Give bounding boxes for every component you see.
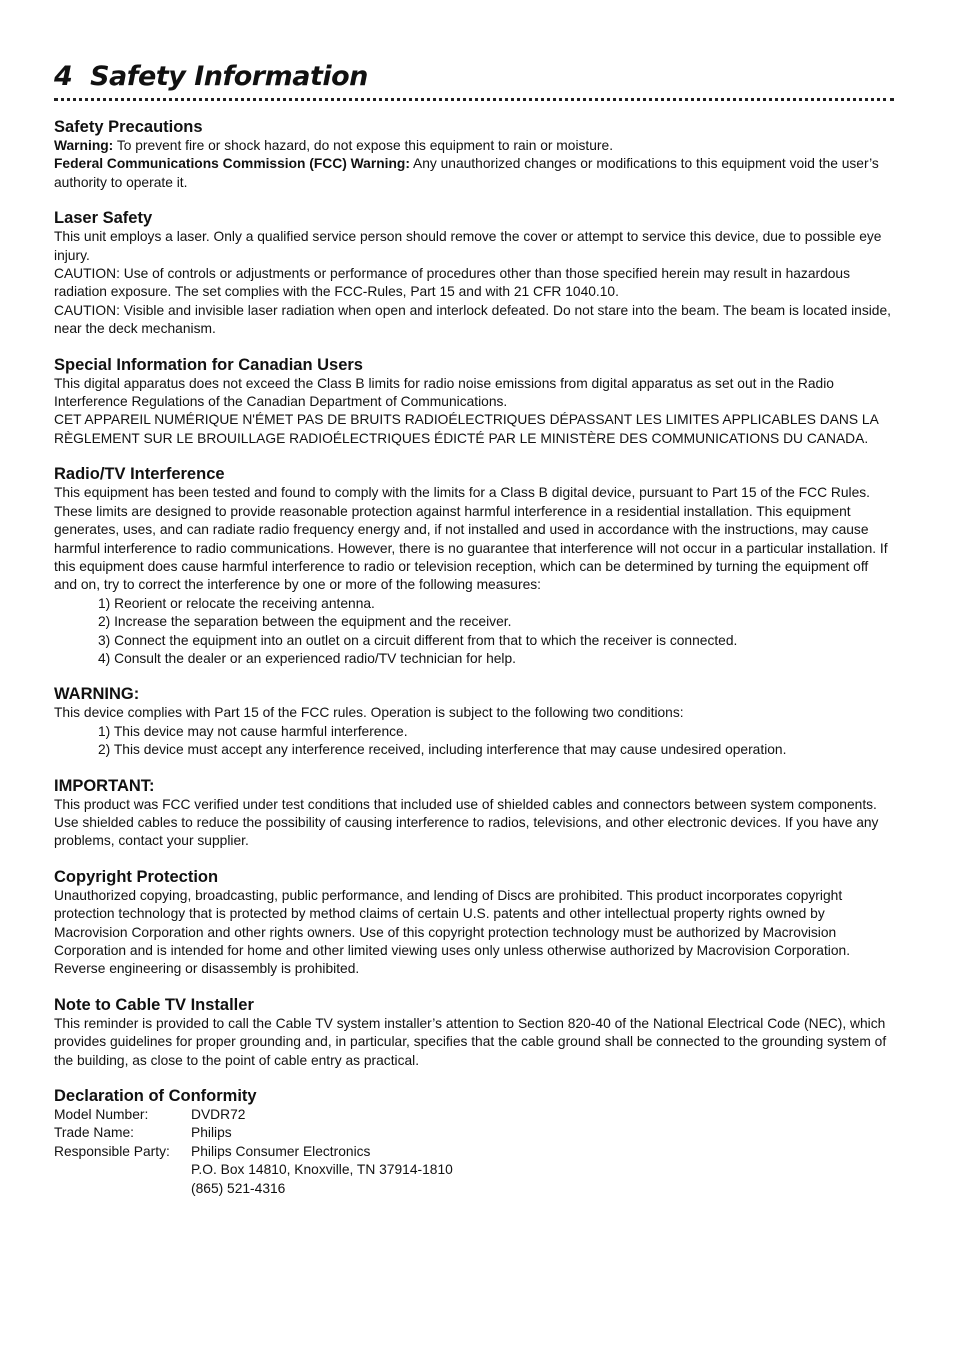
section-laser-safety (54, 208, 894, 338)
paragraph: This equipment has been tested and found to comply with the limits for a Class B digital device, pursuant to Part 15 of the FCC Rules. These limits are designed to provide reasonable protection against harmful interference in a residential installation. This equipment generates, uses, and can radiate radio frequency energy and, if not installed and used in accordance with the instructions, may cause harmful interference to radio communications. However, there is no guarantee that interference will not occur in a particular installation. If this equipment does cause harmful interference to radio or television reception, which can be determined by turning the equipment off and on, try to correct the interference by one or more of the following measures: (54, 485, 888, 593)
table-row (54, 1161, 453, 1179)
page-number: 4 (54, 61, 73, 92)
phone-value: (865) 521-4316 (191, 1180, 286, 1196)
list-item: 3) Connect the equipment into an outlet on a circuit different from that to which the receiver is connected. (98, 632, 738, 648)
trade-value: Philips (191, 1125, 232, 1141)
section-cable-tv-installer (54, 995, 894, 1070)
section-canadian-users (54, 355, 894, 449)
table-row (54, 1106, 453, 1124)
warning-paragraph (54, 137, 894, 155)
fcc-paragraph (54, 155, 894, 192)
section-radio-tv-interference (54, 464, 894, 668)
section-declaration-of-conformity (54, 1086, 894, 1198)
fcc-label: Federal Communications Commission (FCC) Warning: (54, 156, 410, 172)
table-row (54, 1124, 453, 1142)
section-heading: Copyright Protection (54, 867, 219, 886)
section-heading: WARNING: (54, 685, 140, 704)
section-copyright (54, 867, 894, 979)
paragraph: This unit employs a laser. Only a qualified service person should remove the cover or attempt to service this device, due to possible eye injury. (54, 229, 882, 263)
section-heading: IMPORTANT: (54, 776, 155, 795)
fcc-text: Any unauthorized changes or modifications to this equipment void the user’s authority to operate it. (54, 156, 879, 190)
paragraph: Unauthorized copying, broadcasting, public performance, and lending of Discs are prohibited. This product incorporates copyright protection technology that is protected by method claims of certain U.S. patents and other intellectual property rights owned by Macrovision Corporation and other rights owners. Use of this copyright protection technology must be authorized by Macrovision Corporation and is intended for home and other limited viewing uses only unless otherwise authorized by Macrovision Corporation. Reverse engineering or disassembly is prohibited. (54, 887, 851, 977)
table-row (54, 1143, 453, 1161)
list-item: 1) This device may not cause harmful interference. (98, 723, 408, 739)
section-heading: Note to Cable TV Installer (54, 995, 254, 1014)
section-safety-precautions (54, 117, 894, 192)
dotted-divider (54, 98, 894, 101)
warning-label: Warning: (54, 138, 114, 153)
paragraph: This reminder is provided to call the Cable TV system installer’s attention to Section 820-40 of the National Electrical Code (NEC), which provides guidelines for proper grounding and, in particular, specifies that the cable ground shall be connected to the grounding system of the building, as close to the point of cable entry as practical. (54, 1015, 887, 1068)
paragraph: This product was FCC verified under test conditions that included use of shielded cables and connectors between system components. Use shielded cables to reduce the possibility of causing interference to radios, televisions, and other electronic devices. If you have any problems, contact your supplier. (54, 796, 879, 849)
list-item: 1) Reorient or relocate the receiving antenna. (98, 595, 375, 611)
page (54, 58, 894, 1198)
paragraph: CET APPAREIL NUMÉRIQUE N'ÉMET PAS DE BRUITS RADIOÉLECTRIQUES DÉPASSANT LES LIMITES APPLICABLES DANS LA RÈGLEMENT SUR LE BROUILLAGE RADIOÉLECTRIQUES ÉDICTÉ PAR LE MINISTÈRE DES COMMUNICATIONS DU CANADA. (54, 412, 879, 446)
section-heading: Radio/TV Interference (54, 465, 225, 484)
paragraph: This device complies with Part 15 of the FCC rules. Operation is subject to the following two conditions: (54, 705, 684, 721)
party-label: Responsible Party: (54, 1143, 170, 1159)
model-value: DVDR72 (191, 1107, 246, 1123)
list-item: 2) Increase the separation between the equipment and the receiver. (98, 614, 512, 630)
table-row (54, 1180, 453, 1198)
paragraph: CAUTION: Visible and invisible laser radiation when open and interlock defeated. Do not stare into the beam. The beam is located inside, near the deck mechanism. (54, 302, 891, 337)
warning-text: To prevent fire or shock hazard, do not expose this equipment to rain or moisture. (113, 138, 614, 153)
conformity-table (54, 1106, 453, 1198)
party-value: Philips Consumer Electronics (191, 1143, 371, 1159)
section-important (54, 776, 894, 851)
section-heading: Special Information for Canadian Users (54, 355, 363, 374)
section-heading: Laser Safety (54, 209, 153, 228)
address-value: P.O. Box 14810, Knoxville, TN 37914-1810 (191, 1162, 453, 1178)
list-item: 4) Consult the dealer or an experienced radio/TV technician for help. (98, 650, 516, 666)
list-item: 2) This device must accept any interference received, including interference that may cause undesired operation. (98, 742, 787, 758)
section-warning (54, 684, 894, 759)
section-heading: Declaration of Conformity (54, 1087, 257, 1106)
page-title-text: Safety Information (90, 61, 368, 92)
empty-cell (54, 1161, 191, 1179)
section-heading: Safety Precautions (54, 118, 203, 136)
empty-cell (54, 1180, 191, 1198)
trade-label: Trade Name: (54, 1125, 134, 1141)
paragraph: CAUTION: Use of controls or adjustments or performance of procedures other than those specified herein may result in hazardous radiation exposure. The set complies with the FCC-Rules, Part 15 and with 21 CFR 1040.10. (54, 266, 851, 300)
model-label: Model Number: (54, 1107, 149, 1123)
paragraph: This digital apparatus does not exceed the Class B limits for radio noise emissions from digital apparatus as set out in the Radio Interference Regulations of the Canadian Department of Communications. (54, 375, 834, 410)
page-title (54, 58, 894, 96)
